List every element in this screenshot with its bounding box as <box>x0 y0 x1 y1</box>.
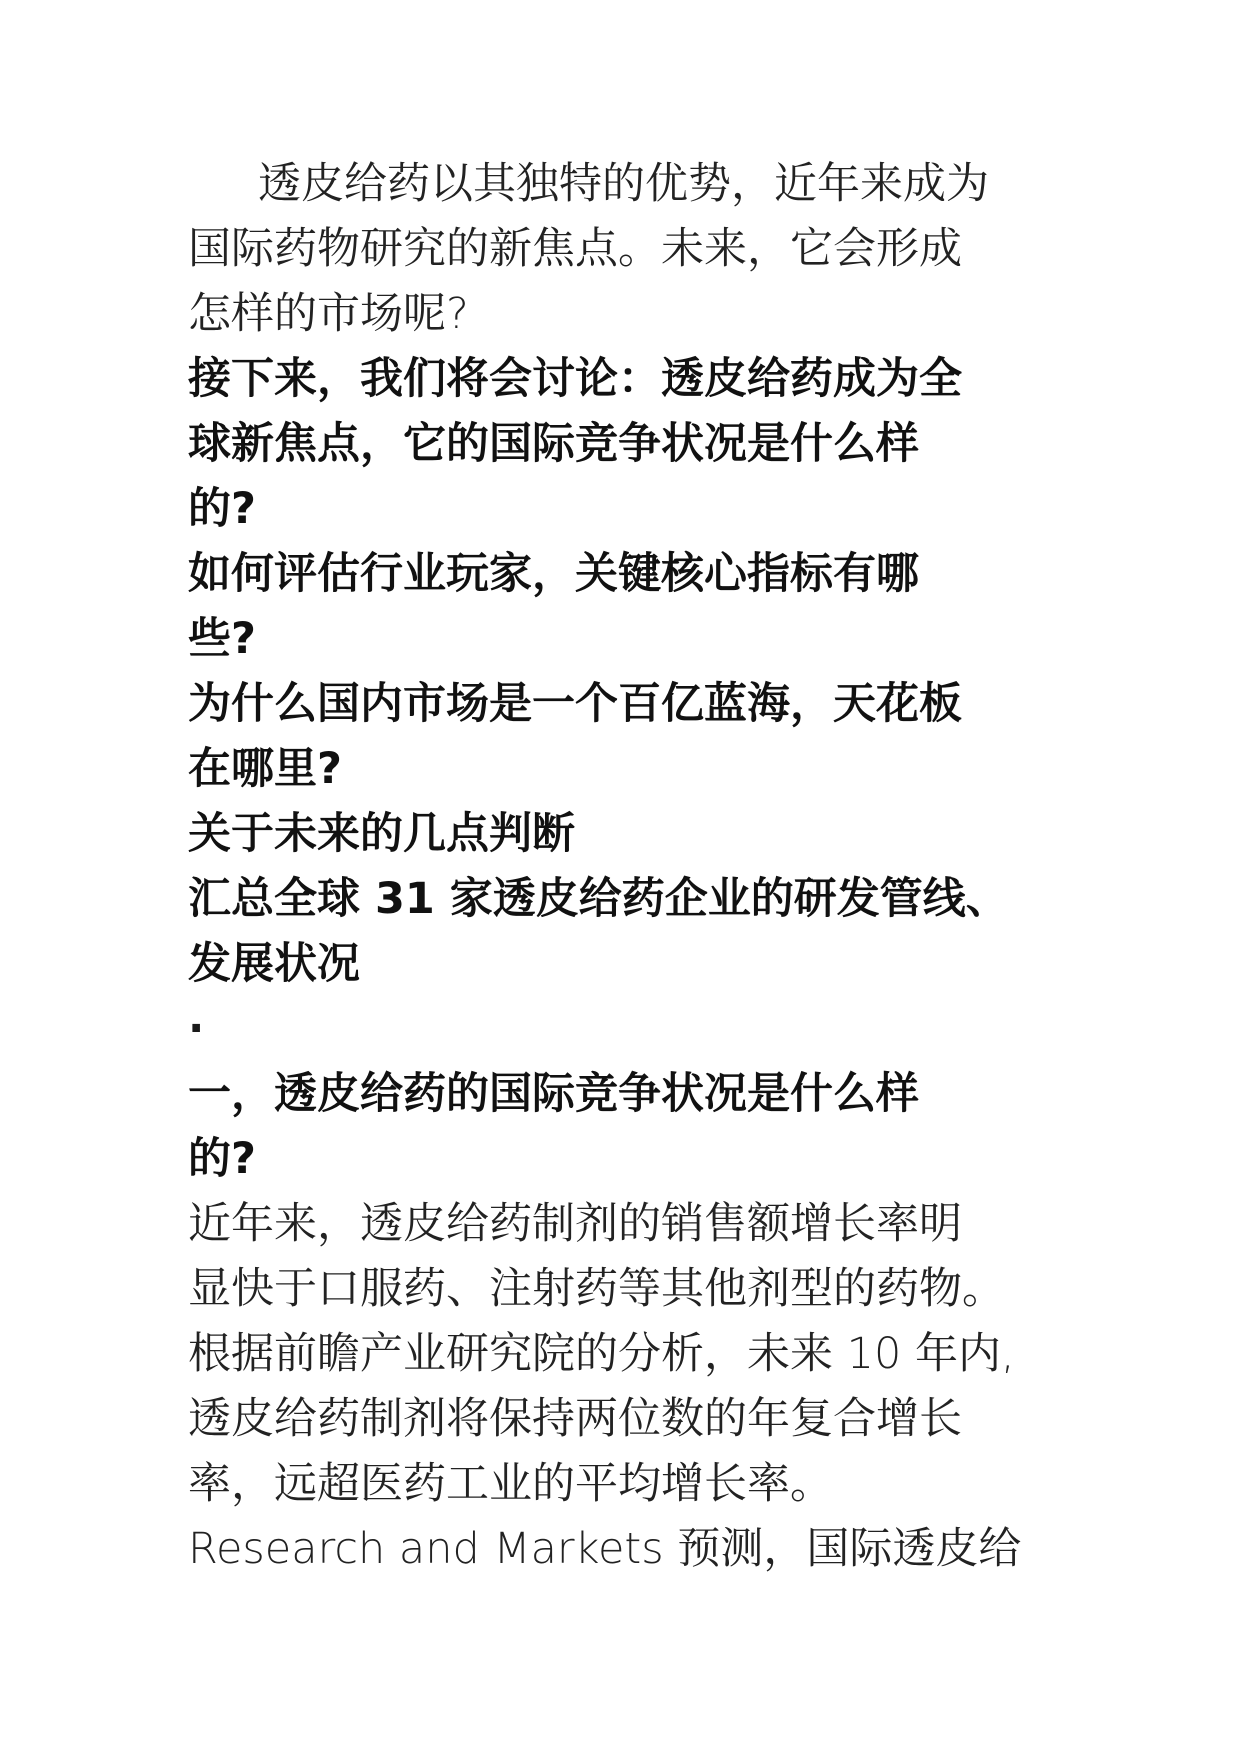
body-line: 率，远超医药工业的平均增长率。 <box>188 1459 833 1509</box>
section-heading-line: 的? <box>188 1134 256 1184</box>
outline-line: 汇总全球 31 家透皮给药企业的研发管线、 <box>188 874 1009 924</box>
outline-line: 如何评估行业玩家，关键核心指标有哪 <box>188 549 919 599</box>
intro-paragraph <box>188 152 1068 347</box>
outline-line: 关于未来的几点判断 <box>188 809 575 859</box>
body-line: 透皮给药制剂将保持两位数的年复合增长 <box>188 1394 962 1444</box>
section-1-body <box>188 1192 1068 1582</box>
body-line: 根据前瞻产业研究院的分析，未来 10 年内, <box>188 1329 1015 1379</box>
intro-line: 怎样的市场呢? <box>188 289 469 339</box>
outline-line: 在哪里? <box>188 744 342 794</box>
outline-line: 发展状况 <box>188 939 360 989</box>
outline-line: 的? <box>188 484 256 534</box>
body-line: 近年来，透皮给药制剂的销售额增长率明 <box>188 1199 962 1249</box>
intro-line: 透皮给药以其独特的优势，近年来成为 <box>258 159 989 209</box>
outline-line: 接下来，我们将会讨论：透皮给药成为全 <box>188 354 962 404</box>
outline-line: 些? <box>188 614 256 664</box>
section-separator: · <box>188 1004 205 1054</box>
intro-line: 国际药物研究的新焦点。未来，它会形成 <box>188 224 962 274</box>
document-content <box>188 152 1068 1582</box>
body-line: Research and Markets 预测，国际透皮给 <box>188 1524 1022 1574</box>
outline-line: 球新焦点，它的国际竞争状况是什么样 <box>188 419 919 469</box>
outline-line: 为什么国内市场是一个百亿蓝海，天花板 <box>188 679 962 729</box>
section-heading-line: 一，透皮给药的国际竞争状况是什么样 <box>188 1069 919 1119</box>
section-1-heading <box>188 1062 1068 1192</box>
body-line: 显快于口服药、注射药等其他剂型的药物。 <box>188 1264 1005 1314</box>
outline-list <box>188 347 1068 997</box>
